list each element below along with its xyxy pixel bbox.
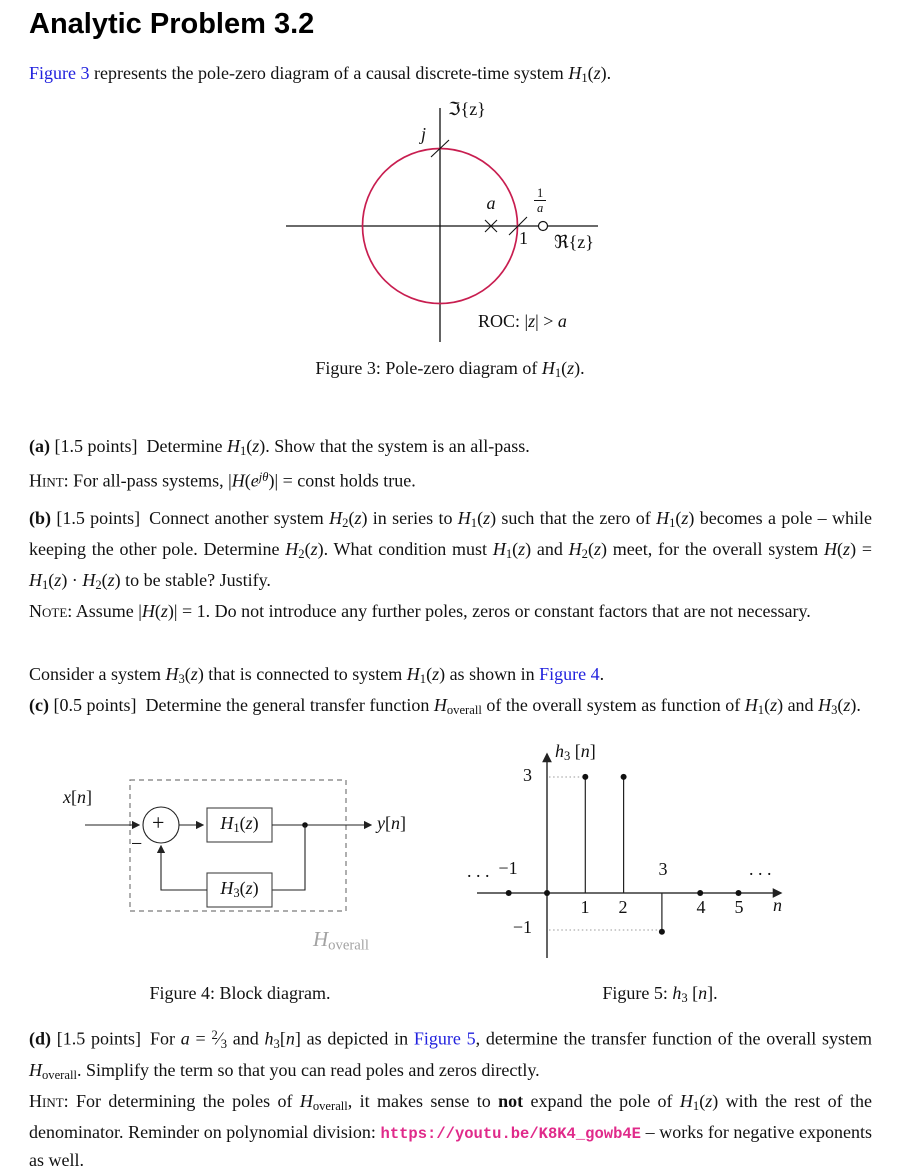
zero-label xyxy=(534,186,546,215)
stem-plot xyxy=(465,740,810,980)
zero-marker xyxy=(539,222,548,231)
re-axis-label: ℜ{z} xyxy=(554,232,594,252)
j-label: j xyxy=(421,124,427,144)
stem-ylabel: $h_3$ [n] xyxy=(555,741,596,764)
stem-sample-dot xyxy=(582,774,588,780)
part-c-paragraph: (c) [0.5 points] Determine the general transfer function $H_{overall}$ of the overall system as function of $H_1(z)$ and $H_3(z)$. xyxy=(29,695,861,718)
stem-sample-dot xyxy=(659,929,665,935)
xtick-4: 4 xyxy=(696,897,706,917)
ellipsis-left: . . . xyxy=(467,861,490,881)
input-signal-label: x[n] xyxy=(63,787,92,807)
zero-label-numerator: 1 xyxy=(534,186,546,201)
stem-sample-dot xyxy=(621,774,627,780)
figure-3-link[interactable]: Figure 3 xyxy=(29,63,90,83)
consider-paragraph: Consider a system $H_3(z)$ that is connected to system $H_1(z)$ as shown in Figure 4. xyxy=(29,664,605,687)
stem-sample-dot xyxy=(736,890,742,896)
roc-label: ROC: |z| > a xyxy=(478,311,567,331)
ytick-3: 3 xyxy=(523,765,532,785)
xtick-5: 5 xyxy=(734,897,744,917)
stem-xlabel: n xyxy=(773,895,782,915)
xtick-2: 2 xyxy=(618,897,628,917)
part-b-paragraph: (b) [1.5 points] Connect another system $H_2(z)$ in series to $H_1(z)$ such that the zero of $H_1(z)$ becomes a pole – while keeping the other pole. Determine $H_2(z)$. What condition must $H_1(z)$ and $H_2(z)$ meet, for the overall system $H(z) = H_1(z) \cdot H_2(z)$ to be stable? Justify. Note: Assume |H(z)| = 1. Do not introduce any further poles, zeros or constant factors that are not necessary. xyxy=(29,508,872,622)
pole-label: a xyxy=(486,193,496,213)
youtube-link[interactable]: https://youtu.be/K8K4_gowb4E xyxy=(380,1125,641,1144)
figure-5-link[interactable]: Figure 5 xyxy=(413,1028,476,1049)
xtick-minus1: −1 xyxy=(498,858,518,878)
plus-sign: + xyxy=(152,810,165,835)
output-signal-label: y[n] xyxy=(377,813,406,833)
part-d-paragraph: (d) [1.5 points] For $a = ^2⁄_3$ and $h_3[n]$ as depicted in Figure 5, determine the transfer function of the overall system $H_{overall}$. Simplify the term so that you can read poles and zeros directly. Hint: For determining the poles of $H_{overall}$, it makes sense to not expand the pole of $H_1(z)$ with the rest of the denominator. Reminder on polynomial division: https://youtu.be/K8K4_gowb4E – works for negative exponents as well. xyxy=(29,1028,873,1170)
figure-4-caption: Figure 4: Block diagram. xyxy=(149,983,331,1003)
block-diagram xyxy=(55,770,420,965)
ellipsis-right: . . . xyxy=(749,859,772,879)
h3-block-label: $H_3(z)$ xyxy=(220,878,259,901)
stem-sample-dot xyxy=(506,890,512,896)
intro-paragraph: Figure 3 represents the pole-zero diagram of a causal discrete-time system $H_1(z)$. xyxy=(29,63,612,86)
minus-sign: − xyxy=(131,833,143,855)
h1-block-label: $H_1(z)$ xyxy=(220,813,259,836)
figure-4-link[interactable]: Figure 4 xyxy=(539,664,600,684)
zero-label-denominator: a xyxy=(537,201,544,215)
part-a-paragraph: (a) [1.5 points] Determine $H_1(z)$. Show that the system is an all-pass. Hint: For all-pass systems, $|H(e^{j\theta})|$ = const holds true. xyxy=(29,436,530,491)
im-axis-label: ℑ{z} xyxy=(448,99,486,119)
one-label: 1 xyxy=(519,228,528,248)
ytick-minus1: −1 xyxy=(512,917,532,937)
figure-3-caption: Figure 3: Pole-zero diagram of $H_1(z)$. xyxy=(315,358,585,381)
stem-sample-dot xyxy=(697,890,703,896)
figure-5-caption: Figure 5: $h_3$ [n]. xyxy=(602,983,718,1006)
xtick-1: 1 xyxy=(580,897,590,917)
page-title: Analytic Problem 3.2 xyxy=(29,8,315,40)
feedback-line-right xyxy=(272,825,305,890)
xtick-3: 3 xyxy=(658,859,668,879)
feedback-line-left xyxy=(161,846,207,890)
h-overall-label: $H_{overall}$ xyxy=(313,927,369,954)
stem-sample-dot xyxy=(544,890,550,896)
pole-zero-diagram xyxy=(278,98,608,353)
